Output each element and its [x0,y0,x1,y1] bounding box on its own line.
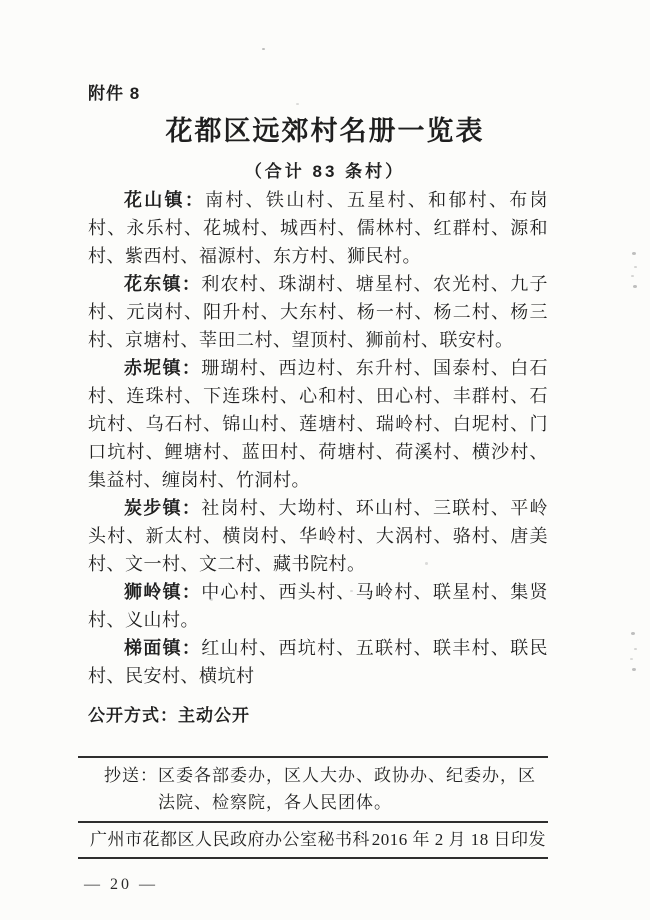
town-name: 梯面镇： [124,638,202,658]
issue-date: 2016 年 2 月 18 日印发 [371,830,546,849]
village-names: 珊瑚村、西边村、东升村、国泰村、白石村、连珠村、下连珠村、心和村、田心村、丰群村、石坑村、乌石村、锦山村、莲塘村、瑞岭村、白坭村、门口坑村、鲤塘村、蓝田村、荷塘村、荷溪村、横沙村、集益村、缠岗村、竹洞村。 [88,358,549,490]
section-chini [88,354,548,494]
section-huadong [88,270,548,354]
village-names: 社岗村、大坳村、环山村、三联村、平岭头村、新太村、横岗村、华岭村、大涡村、骆村、唐美村、文一村、文二村、藏书院村。 [88,498,549,574]
section-huashan [88,186,548,270]
cc-line-1: 区委各部委办，区人大办、政协办、纪委办，区 [158,766,536,785]
cc-recipients [158,762,548,816]
attachment-label: 附件 8 [88,84,141,103]
town-name: 赤坭镇： [124,358,202,378]
document-footer [78,756,548,859]
section-tanbu [88,494,548,578]
village-names: 南村、铁山村、五星村、和郁村、布岗村、永乐村、花城村、城西村、儒林村、红群村、源和村、紫西村、福源村、东方村、狮民村。 [88,190,549,266]
town-name: 花山镇： [124,190,206,210]
publicity-method [88,701,250,726]
village-names: 中心村、西头村、马岭村、联星村、集贤村、义山村。 [88,582,549,630]
section-timian [88,634,548,690]
cc-label: 抄送： [104,766,158,785]
village-names: 利农村、珠湖村、塘星村、农光村、九子村、元岗村、阳升村、大东村、杨一村、杨二村、杨三村、京塘村、莘田二村、望顶村、狮前村、联安村。 [88,274,549,350]
page-number: — 20 — [84,876,158,893]
document-title: 花都区远郊村名册一览表 [165,116,485,146]
village-roster [88,186,548,690]
village-names: 红山村、西坑村、五联村、联丰村、联民村、民安村、横坑村 [88,638,549,686]
section-shiling [88,578,548,634]
town-name: 狮岭镇： [124,582,202,602]
town-name: 炭步镇： [124,498,202,518]
town-name: 花东镇： [124,274,202,294]
cc-line-2: 法院、检察院，各人民团体。 [158,793,392,812]
cc-block [78,758,548,821]
issue-block [78,823,548,857]
publicity-label: 公开方式： [88,706,178,725]
document-subtitle: （合计 83 条村） [244,162,406,181]
issuing-office: 广州市花都区人民政府办公室秘书科 [90,830,370,849]
footer-rule-bottom [78,857,548,859]
publicity-value: 主动公开 [178,706,250,725]
